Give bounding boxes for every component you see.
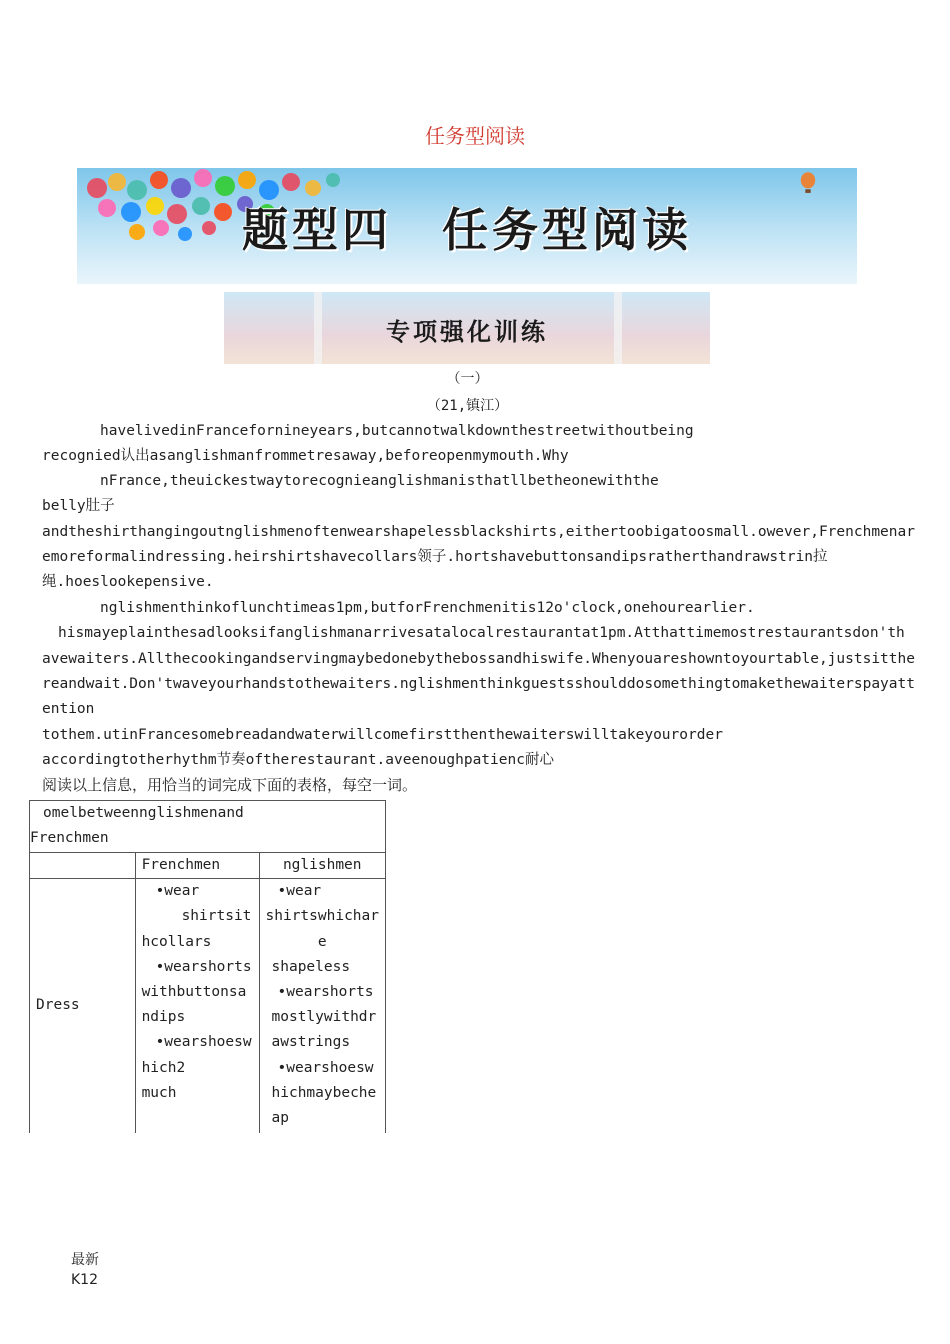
passage-line: emoreformalindressing.heirshirtshavecollars领子.hortshavebuttonsandipsratherthandrawstrin拉 xyxy=(42,549,828,565)
table-header-english: nglishmen xyxy=(259,853,386,879)
passage-line: tothem.utinFrancesomebreadandwaterwillcomefirstthenthewaiterswilltakeyourorder xyxy=(42,727,723,743)
footer xyxy=(71,1250,99,1290)
footer-line: 最新 xyxy=(71,1252,99,1268)
row-label-dress: Dress xyxy=(30,879,136,1133)
cell-line: hichmaybeche xyxy=(271,1084,377,1101)
cell-line: shirtswhichar xyxy=(265,908,379,925)
cell-line: •wearshorts xyxy=(277,984,374,1001)
table-heading xyxy=(30,801,386,853)
cell-line: shapeless xyxy=(271,958,351,975)
passage-line: nglishmenthinkoflunchtimeas1pm,butforFrenchmenitis12o'clock,onehourearlier. xyxy=(100,600,755,616)
footer-line: K12 xyxy=(71,1272,98,1288)
table-header-empty xyxy=(30,853,136,879)
instruction: 阅读以上信息，用恰当的词完成下面的表格，每空一词。 xyxy=(42,776,418,794)
table-heading-line: omelbetweennglishmenand xyxy=(43,805,244,821)
cell-line: withbuttonsa xyxy=(141,984,247,1001)
cell-line: e xyxy=(317,933,327,950)
banner-image-sub xyxy=(224,292,710,364)
passage-line: reandwait.Don'twaveyourhandstothewaiters.nglishmenthinkguestsshoulddosomethingtomakethewaiterspayatt xyxy=(42,676,915,692)
passage-line: avewaiters.Allthecookingandservingmaybedonebythebossandhiswife.Whenyouareshowntoyourtable,justsitthe xyxy=(42,651,915,667)
section-number: （一） xyxy=(446,371,489,387)
passage-line: hismayeplainthesadlooksifanglishmanarrivesatalocalrestaurantat1pm.Atthattimemostrestaurantsdon'th xyxy=(58,625,905,641)
table-header-french: Frenchmen xyxy=(135,853,259,879)
cell-line: much xyxy=(141,1084,177,1101)
cell-line: ndips xyxy=(141,1009,186,1026)
cell-line: ap xyxy=(271,1110,289,1127)
source-label: （21,镇江） xyxy=(426,398,509,414)
page-title: 任务型阅读 xyxy=(425,124,525,148)
passage-line: nFrance,theuickestwaytorecognieanglishmanisthatllbetheonewiththe xyxy=(100,473,659,489)
french-dress-cell xyxy=(135,879,259,1133)
cell-line: awstrings xyxy=(271,1034,351,1051)
banner-main-text: 题型四 任务型阅读 xyxy=(242,203,692,257)
answer-table xyxy=(29,800,386,1133)
cell-line: •wear xyxy=(155,883,200,900)
passage-line: accordingtotherhythm节奏oftherestaurant.aveenoughpatienc耐心 xyxy=(42,752,554,768)
cell-line: •wear xyxy=(277,883,322,900)
hot-air-balloon-icon xyxy=(799,172,817,194)
cell-line: •wearshoesw xyxy=(277,1059,374,1076)
cell-line: •wearshorts xyxy=(155,958,252,975)
passage-line: 绳.hoeslookepensive. xyxy=(42,574,214,590)
cell-line: shirtsit xyxy=(181,908,252,925)
cell-line: •wearshoesw xyxy=(155,1034,252,1051)
banner-image-main xyxy=(77,168,857,284)
cell-line: mostlywithdr xyxy=(271,1009,377,1026)
passage-line: belly肚子 xyxy=(42,498,115,514)
cell-line: hcollars xyxy=(141,933,212,950)
table-heading-line: Frenchmen xyxy=(30,830,109,847)
passage-line: recognied认出asanglishmanfrommetresaway,beforeopenmymouth.Why xyxy=(42,448,569,464)
english-dress-cell xyxy=(259,879,386,1133)
passage-line: ention xyxy=(42,701,95,717)
passage-line: havelivedinFrancefornineyears,butcannotwalkdownthestreetwithoutbeing xyxy=(100,423,694,439)
banner-sub-text: 专项强化训练 xyxy=(386,318,548,346)
cell-line: hich2 xyxy=(141,1059,186,1076)
passage-line: andtheshirthangingoutnglishmenoftenwearshapelessblackshirts,eithertoobigatoosmall.owever,Frenchmenar xyxy=(42,524,915,540)
